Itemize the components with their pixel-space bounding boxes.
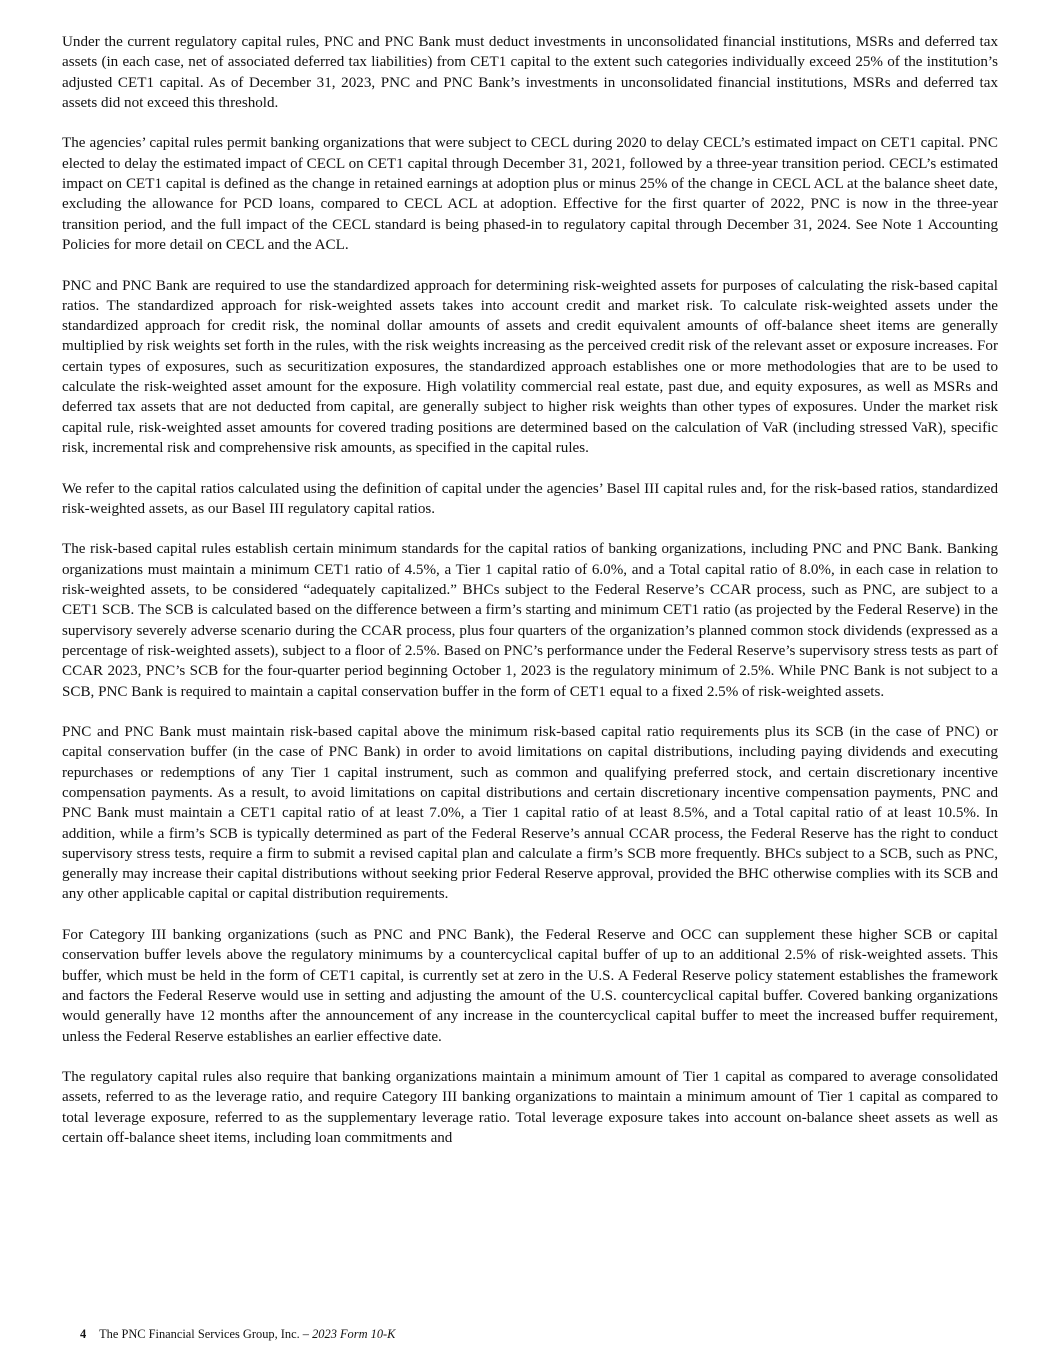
paragraph-leverage-ratio: The regulatory capital rules also require that banking organizations maintain a minimum amount of Tier 1 capital as compared to average consolidated assets, referred to as the leverage ratio, and require Category III banking organizations to maintain a minimum amount of Tier 1 capital as compared to total leverage exposure, referred to as the supplementary leverage ratio. Total leverage exposure takes into account on-balance sheet assets as well as certain off-balance sheet items, including loan commitments and [62,1069,998,1147]
paragraph-cet1-deductions: Under the current regulatory capital rules, PNC and PNC Bank must deduct investments in unconsolidated financial institutions, MSRs and deferred tax assets (in each case, net of associated deferred tax liabilities) from CET1 capital to the extent such categories individually exceed 25% of the institution’s adjusted CET1 capital. As of December 31, 2023, PNC and PNC Bank’s investments in unconsolidated financial institutions, MSRs and deferred tax assets did not exceed this threshold. [62,34,998,111]
paragraph-countercyclical-buffer: For Category III banking organizations (such as PNC and PNC Bank), the Federal Reserve and OCC can supplement these higher SCB or capital conservation buffer levels above the regulatory minimums by a countercyclical capital buffer of up to an additional 2.5% of risk-weighted assets. This buffer, which must be held in the form of CET1 capital, is currently set at zero in the U.S. A Federal Reserve policy statement establishes the framework and factors the Federal Reserve would use in setting and adjusting the amount of the U.S. countercyclical capital buffer. Covered banking organizations would generally have 12 months after the announcement of any increase in the countercyclical capital buffer to meet the increased buffer requirement, unless the Federal Reserve establishes an earlier effective date. [62,927,998,1045]
page-footer [80,1327,395,1342]
paragraph-standardized-approach: PNC and PNC Bank are required to use the standardized approach for determining risk-weighted assets for purposes of calculating the risk-based capital ratios. The standardized approach for risk-weighted assets takes into account credit and market risk. To calculate risk-weighted assets under the standardized approach for credit risk, the nominal dollar amounts of assets and credit equivalent amounts of off-balance sheet items are generally multiplied by risk weights set forth in the rules, with the risk weights increasing as the perceived credit risk of the relevant asset or exposure increases. For certain types of exposures, such as securitization exposures, the standardized approach establishes one or more methodologies that are to be used to calculate the risk-weighted asset amount for the exposure. High volatility commercial real estate, past due, and equity exposures, as well as MSRs and deferred tax assets that are not deducted from capital, are generally subject to higher risk weights than other types of exposures. Under the market risk capital rule, risk-weighted asset amounts for covered trading positions are determined based on the calculation of VaR (including stressed VaR), specific risk, incremental risk and comprehensive risk amounts, as specified in the capital rules. [62,277,998,456]
paragraph-capital-distributions: PNC and PNC Bank must maintain risk-based capital above the minimum risk-based capital ratio requirements plus its SCB (in the case of PNC) or capital conservation buffer (in the case of PNC Bank) in order to avoid limitations on capital distributions, including paying dividends and executing repurchases or redemptions of any Tier 1 capital instrument, such as common and qualifying preferred stock, and certain discretionary incentive compensation payments. As a result, to avoid limitations on capital distributions and certain discretionary incentive compensation payments, PNC and PNC Bank must maintain a CET1 capital ratio of at least 7.0%, a Tier 1 capital ratio of at least 8.5%, and a Total capital ratio of at least 10.5%. In addition, while a firm’s SCB is typically determined as part of the Federal Reserve’s annual CCAR process, the Federal Reserve has the right to conduct supervisory stress tests, require a firm to submit a revised capital plan and calculate a firm’s SCB more frequently. BHCs subject to a SCB, such as PNC, generally may increase their capital distributions without seeking prior Federal Reserve approval, provided the BHC otherwise complies with its SCB and any other applicable capital or capital distribution requirements. [62,724,998,903]
footer-company-name: The PNC Financial Services Group, Inc. – [99,1327,309,1341]
paragraph-minimum-standards: The risk-based capital rules establish certain minimum standards for the capital ratios of banking organizations, including PNC and PNC Bank. Banking organizations must maintain a minimum CET1 ratio of 4.5%, a Tier 1 capital ratio of 6.0%, and a Total capital ratio of 8.0%, in each case in relation to risk-weighted assets, to be considered “adequately capitalized.” BHCs subject to the Federal Reserve’s CCAR process, such as PNC, are subject to a CET1 SCB. The SCB is calculated based on the difference between a firm’s starting and minimum CET1 ratio (as projected by the Federal Reserve) in the supervisory severely adverse scenario during the CCAR process, plus four quarters of the organization’s planned common stock dividends (expressed as a percentage of risk-weighted assets), subject to a floor of 2.5%. Based on PNC’s performance under the Federal Reserve’s supervisory stress tests as part of CCAR 2023, PNC’s SCB for the four-quarter period beginning October 1, 2023 is the regulatory minimum of 2.5%. While PNC Bank is not subject to a SCB, PNC Bank is required to maintain a capital conservation buffer in the form of CET1 equal to a fixed 2.5% of risk-weighted assets. [62,541,998,700]
footer-form-label: 2023 Form 10-K [312,1327,396,1341]
page-number: 4 [80,1327,87,1341]
document-body [62,32,998,1148]
paragraph-basel-iii-ratios: We refer to the capital ratios calculated using the definition of capital under the agencies’ Basel III capital rules and, for the risk-based ratios, standardized risk-weighted assets, as our Basel III regulatory capital ratios. [62,480,998,517]
paragraph-cecl-transition: The agencies’ capital rules permit banking organizations that were subject to CECL during 2020 to delay CECL’s estimated impact on CET1 capital. PNC elected to delay the estimated impact of CECL on CET1 capital through December 31, 2021, followed by a three-year transition period. CECL’s estimated impact on CET1 capital is defined as the change in retained earnings at adoption plus or minus 25% of the change in CECL ACL at the balance sheet date, excluding the allowance for PCD loans, compared to CECL ACL at adoption. Effective for the first quarter of 2022, PNC is now in the three-year transition period, and the full impact of the CECL standard is being phased-in to regulatory capital through December 31, 2024. See Note 1 Accounting Policies for more detail on CECL and the ACL. [62,135,998,253]
